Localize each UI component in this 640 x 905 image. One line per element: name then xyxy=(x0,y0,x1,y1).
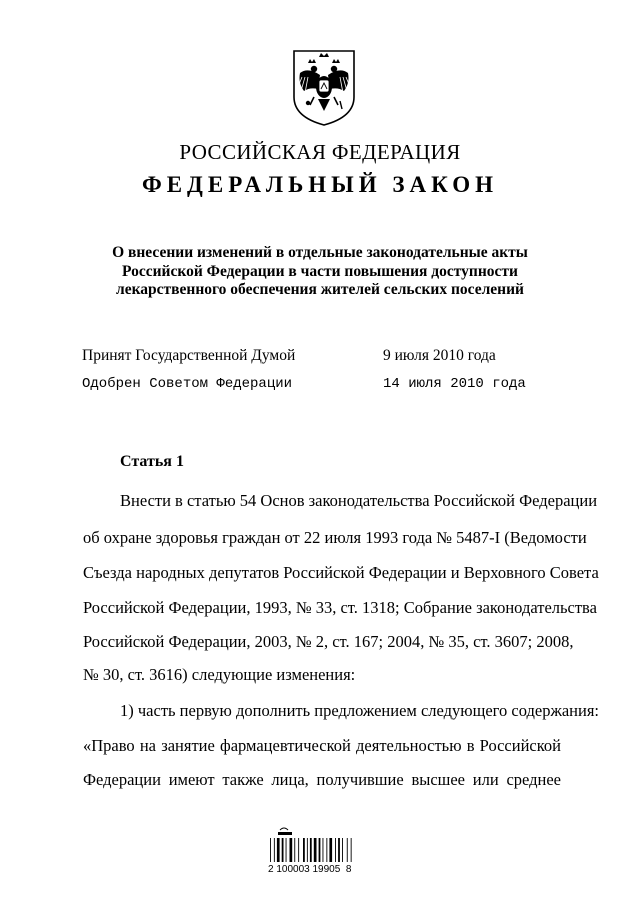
body-line: «Право на занятие фармацевтической деятельностью в Российской xyxy=(83,736,561,755)
barcode xyxy=(266,826,366,886)
body-line: Российской Федерации, 1993, № 33, ст. 1318; Собрание законодательства xyxy=(83,598,597,617)
body-line: № 30, ст. 3616) следующие изменения: xyxy=(83,665,356,684)
law-title xyxy=(80,244,560,300)
duma-label: Принят Государственной Думой xyxy=(82,347,296,364)
body-line: Российской Федерации, 2003, № 2, ст. 167; 2004, № 35, ст. 3607; 2008, xyxy=(83,632,574,651)
barcode-number: 2 100003 19905 8 xyxy=(268,864,352,875)
law-title-line: Российской Федерации в части повышения доступности xyxy=(122,262,518,280)
body-line: Съезда народных депутатов Российской Федерации и Верховного Совета xyxy=(83,563,599,582)
country-name: РОССИЙСКАЯ ФЕДЕРАЦИЯ xyxy=(179,140,461,164)
coat-of-arms-icon xyxy=(290,47,358,127)
law-title-line: О внесении изменений в отдельные законодательные акты xyxy=(112,244,528,261)
body-line: об охране здоровья граждан от 22 июля 1993 года № 5487-I (Ведомости xyxy=(83,528,587,547)
document-type: ФЕДЕРАЛЬНЫЙ ЗАКОН xyxy=(141,172,499,197)
duma-date: 9 июля 2010 года xyxy=(383,347,496,364)
body-line: Внести в статью 54 Основ законодательства Российской Федерации xyxy=(120,491,598,510)
council-date: 14 июля 2010 года xyxy=(383,376,526,392)
law-title-line: лекарственного обеспечения жителей сельских поселений xyxy=(116,281,524,298)
article-heading: Статья 1 xyxy=(120,453,184,470)
body-line: 1) часть первую дополнить предложением следующего содержания: xyxy=(120,701,599,720)
council-label: Одобрен Советом Федерации xyxy=(82,376,293,392)
body-line: Федерации имеют также лица, получившие высшее или среднее xyxy=(83,770,561,789)
